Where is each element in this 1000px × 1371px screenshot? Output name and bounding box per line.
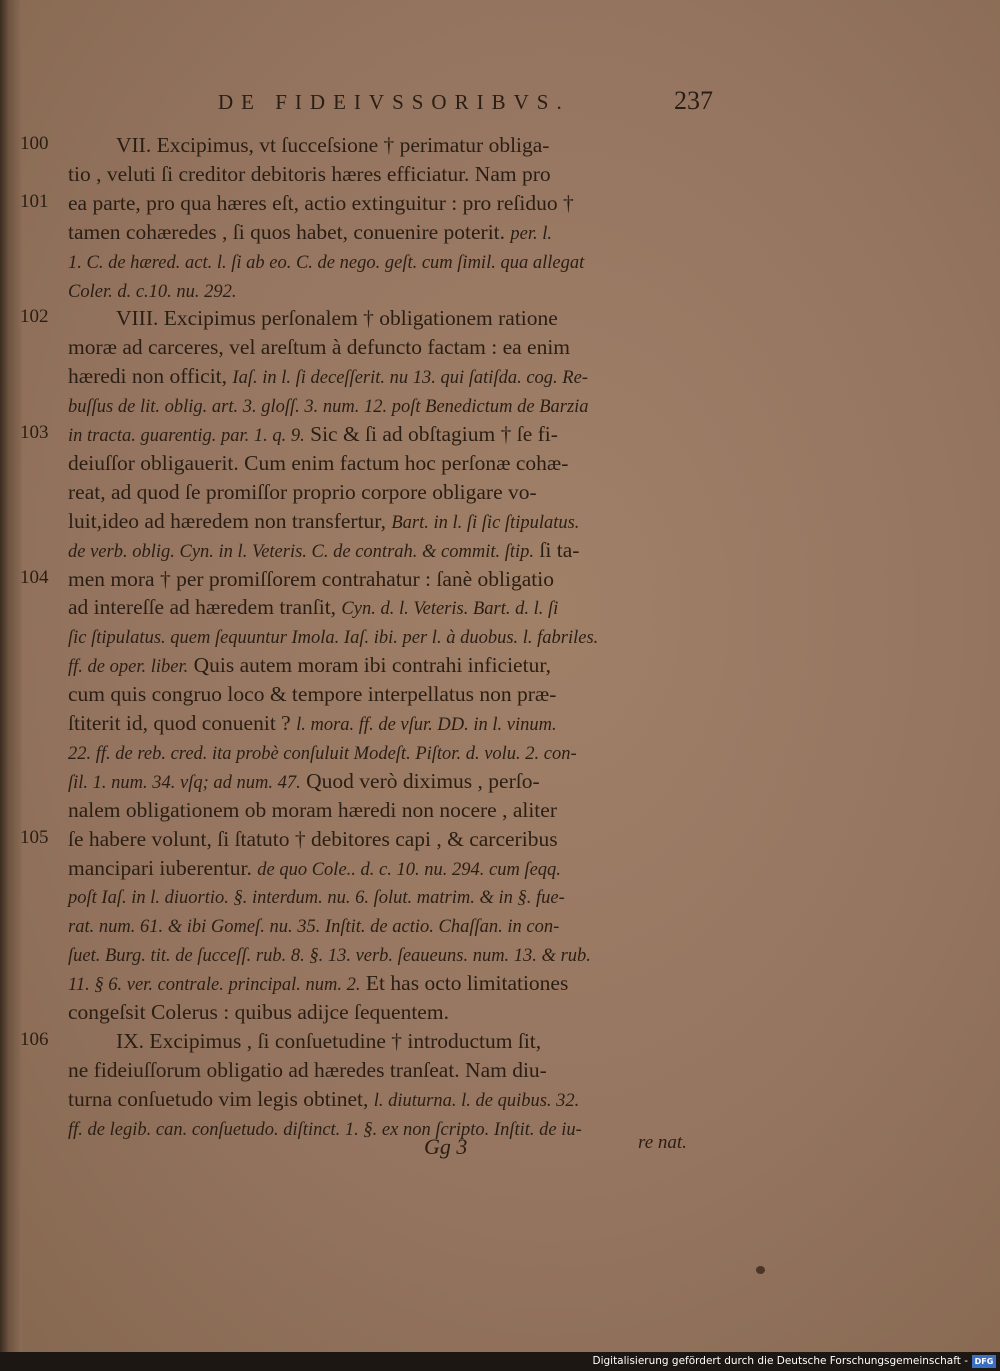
- text-line: [20, 159, 720, 189]
- body-segment: cum quis congruo loco & tempore interpellatus non præ-: [68, 682, 557, 707]
- citation-text: rat. num. 61. & ibi Gomeſ. nu. 35. Inſtit. de actio. Chaſſan. in con-: [68, 917, 560, 938]
- text-line: [20, 564, 720, 594]
- line-text: [68, 939, 591, 971]
- body-segment: men mora † per promiſſorem contrahatur : ſanè obligatio: [68, 566, 554, 591]
- citation-text: poſt Iaſ. in l. diuortio. §. interdum. nu. 6. ſolut. matrim. & in §. fue-: [68, 888, 565, 909]
- citation-text: in tracta. guarentig. par. 1. q. 9.: [68, 426, 305, 446]
- body-segment: tio , veluti ſi creditor debitoris hæres efficiatur. Nam pro: [68, 161, 551, 186]
- text-line: [20, 997, 720, 1027]
- body-segment: deiuſſor obligauerit. Cum enim factum hoc perſonæ cohæ-: [68, 450, 569, 475]
- line-text: [68, 650, 551, 682]
- body-segment: hæredi non officit,: [68, 364, 233, 389]
- text-line: [20, 361, 720, 391]
- line-text: [116, 1026, 541, 1056]
- citation-text: per. l.: [510, 223, 553, 244]
- line-text: [116, 130, 549, 160]
- catchword: re nat.: [638, 1132, 687, 1153]
- body-segment: turna conſuetudo vim legis obtinet,: [68, 1086, 374, 1111]
- citation-text: ff. de legib. can. conſuetudo. diſtinct. 1. §. ex non ſcripto. Inſtit. de iu-: [68, 1119, 582, 1140]
- body-segment: Quod verò diximus , perſo-: [300, 768, 540, 793]
- line-text: [68, 968, 568, 1000]
- text-line: [20, 968, 720, 998]
- body-segment: VIII. Excipimus perſonalem † obligationem ratione: [116, 306, 558, 331]
- line-text: [68, 997, 449, 1027]
- margin-note-number: 102: [20, 306, 49, 328]
- line-text: [68, 564, 554, 594]
- body-segment: VII. Excipimus, vt ſucceſsione † perimatur obliga-: [116, 133, 550, 157]
- citation-text: ff. de oper. liber.: [68, 657, 189, 678]
- text-line: [20, 939, 720, 969]
- line-text: [68, 390, 589, 422]
- text-line: [20, 910, 720, 940]
- body-segment: mancipari iuberentur.: [68, 855, 258, 880]
- line-text: [68, 910, 559, 942]
- line-text: [68, 448, 568, 478]
- text-line: [20, 881, 720, 911]
- text-line: [20, 332, 720, 362]
- text-line: [20, 448, 720, 478]
- text-line: [20, 1026, 720, 1056]
- text-line: [20, 1055, 720, 1085]
- line-text: [68, 853, 561, 885]
- margin-note-number: 100: [20, 133, 49, 154]
- line-text: [68, 332, 570, 362]
- line-text: [68, 1055, 547, 1085]
- citation-text: de verb. oblig. Cyn. in l. Veteris. C. de contrah. & commit. ſtip.: [68, 541, 535, 562]
- line-text: [68, 506, 579, 538]
- line-text: [68, 679, 556, 709]
- body-segment: tamen cohæredes , ſi quos habet, conuenire poterit.: [68, 219, 511, 244]
- line-text: [68, 419, 558, 451]
- citation-text: ſic ſtipulatus. quem ſequuntur Imola. Iaſ. ibi. per l. à duobus. l. fabriles.: [68, 628, 599, 649]
- text-line: [20, 275, 720, 305]
- text-line: [20, 824, 720, 854]
- citation-text: Iaſ. in l. ſi deceſſerit. nu 13. qui ſatiſda. cog. Re-: [232, 368, 588, 389]
- citation-text: ſil. 1. num. 34. vſq; ad num. 47.: [68, 772, 301, 793]
- body-segment: ſe habere volunt, ſi ſtatuto † debitores capi , & carceribus: [68, 826, 558, 851]
- text-line: [20, 130, 720, 160]
- text-line: [20, 766, 720, 796]
- text-line: [20, 217, 720, 247]
- text-line: [20, 621, 720, 651]
- credit-text: Digitalisierung gefördert durch die Deutsche Forschungsgemeinschaft -: [592, 1355, 968, 1367]
- body-segment: Et has octo limitationes: [360, 971, 569, 996]
- line-text: [68, 795, 557, 825]
- body-segment: ne fideiuſſorum obligatio ad hæredes tranſeat. Nam diu-: [68, 1057, 547, 1082]
- text-line: [20, 853, 720, 883]
- line-text: [68, 737, 577, 769]
- body-segment: reat, ad quod ſe promiſſor proprio corpore obligare vo-: [68, 479, 537, 504]
- line-text: [68, 766, 540, 798]
- line-text: [68, 477, 537, 507]
- text-line: [20, 795, 720, 825]
- text-line: [20, 390, 720, 420]
- citation-text: Cyn. d. l. Veteris. Bart. d. l. ſi: [341, 599, 559, 620]
- citation-text: Bart. in l. ſi ſic ſtipulatus.: [391, 512, 580, 533]
- line-text: [68, 275, 237, 307]
- body-segment: ea parte, pro qua hæres eſt, actio extinguitur : pro reſiduo †: [68, 190, 574, 215]
- body-segment: ad intereſſe ad hæredem tranſit,: [68, 595, 342, 620]
- page-number: 237: [674, 86, 713, 115]
- line-text: [68, 824, 558, 854]
- body-segment: moræ ad carceres, vel areſtum à defuncto factam : ea enim: [68, 335, 571, 360]
- citation-text: 1. C. de hæred. act. l. ſi ab eo. C. de nego. geſt. cum ſimil. qua allegat: [68, 252, 585, 273]
- body-segment: luit,ideo ad hæredem non transfertur,: [68, 508, 392, 533]
- body-segment: congeſsit Colerus : quibus adijce ſequentem.: [68, 1000, 449, 1024]
- body-segment: IX. Excipimus , ſi conſuetudine † introductum ſit,: [116, 1028, 542, 1053]
- line-text: [68, 708, 557, 740]
- line-text: [116, 303, 558, 333]
- text-line: [20, 592, 720, 622]
- body-text: [20, 130, 720, 1140]
- margin-note-number: 106: [20, 1028, 49, 1050]
- line-text: [68, 592, 558, 624]
- line-text: [68, 188, 574, 218]
- citation-text: l. diuturna. l. de quibus. 32.: [373, 1090, 580, 1111]
- body-segment: Sic & ſi ad obſtagium † ſe fi-: [304, 422, 558, 446]
- text-line: [20, 246, 720, 276]
- margin-note-number: 105: [20, 826, 49, 848]
- citation-text: ſuet. Burg. tit. de ſucceſſ. rub. 8. §. 13. verb. ſeaueuns. num. 13. & rub.: [68, 946, 591, 967]
- text-line: [20, 679, 720, 709]
- body-segment: ſi ta-: [534, 537, 580, 562]
- margin-note-number: 101: [20, 190, 49, 212]
- credit-bar: [0, 1352, 1000, 1371]
- citation-text: Coler. d. c.10. nu. 292.: [68, 281, 237, 302]
- line-text: [68, 246, 584, 278]
- dfg-logo: DFG: [972, 1355, 996, 1368]
- text-line: [20, 303, 720, 333]
- line-text: [68, 881, 565, 913]
- text-line: [20, 708, 720, 738]
- line-text: [68, 535, 579, 567]
- running-head: DE FIDEIVSSORIBVS.: [218, 90, 570, 114]
- text-line: [20, 419, 720, 449]
- body-segment: Quis autem moram ibi contrahi inficietur,: [188, 653, 551, 678]
- line-text: [68, 159, 551, 189]
- text-line: [20, 737, 720, 767]
- text-line: [20, 1084, 720, 1114]
- page-header: [218, 86, 738, 122]
- line-text: [68, 361, 588, 393]
- text-line: [20, 188, 720, 218]
- body-segment: nalem obligationem ob moram hæredi non nocere , aliter: [68, 797, 557, 822]
- citation-text: l. mora. ff. de vſur. DD. in l. vinum.: [296, 715, 557, 735]
- citation-text: 11. § 6. ver. contrale. principal. num. 2.: [68, 975, 361, 996]
- text-line: [20, 650, 720, 680]
- citation-text: de quo Cole.. d. c. 10. nu. 294. cum ſeqq.: [257, 859, 561, 880]
- citation-text: 22. ff. de reb. cred. ita probè conſuluit Modeſt. Piſtor. d. volu. 2. con-: [68, 743, 577, 764]
- citation-text: buſſus de lit. oblig. art. 3. gloſſ. 3. num. 12. poſt Benedictum de Barzia: [68, 397, 589, 418]
- text-line: [20, 477, 720, 507]
- margin-note-number: 103: [20, 422, 49, 443]
- ink-spot: [756, 1266, 765, 1274]
- line-text: [68, 1084, 579, 1116]
- body-segment: ſtiterit id, quod conuenit ?: [68, 711, 297, 735]
- signature-mark: Gg 3: [424, 1134, 468, 1159]
- text-line: [20, 506, 720, 536]
- text-line: [20, 535, 720, 565]
- margin-note-number: 104: [20, 566, 49, 588]
- line-text: [68, 621, 598, 653]
- line-text: [68, 217, 552, 249]
- page-footer: [0, 1128, 1000, 1160]
